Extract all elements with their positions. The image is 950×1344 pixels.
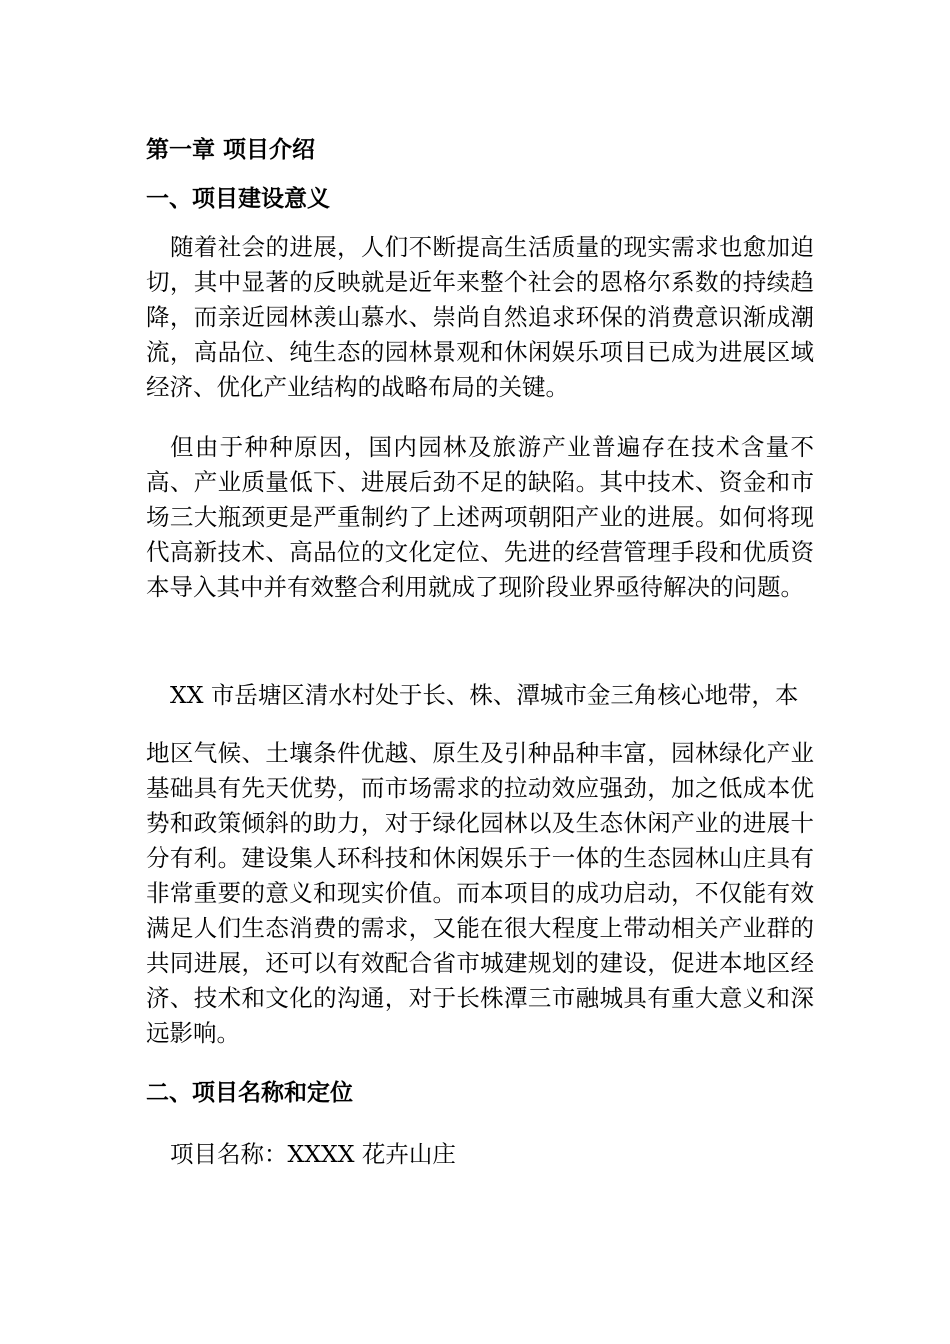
section-heading-name-positioning: 二、项目名称和定位 <box>146 1080 353 1106</box>
section-heading-significance: 一、项目建设意义 <box>146 186 330 212</box>
chapter-title: 第一章 项目介绍 <box>146 137 316 163</box>
paragraph-industry-bottlenecks: 但由于种种原因，国内园林及旅游产业普遍存在技术含量不高、产业质量低下、进展后劲不足的缺陷。其中技术、资金和市场三大瓶颈更是严重制约了上述两项朝阳产业的进展。如何将现代高新技术、高品位的文化定位、先进的经营管理手段和优质资本导入其中并有效整合利用就成了现阶段业界亟待解决的问题。 <box>146 433 814 601</box>
paragraph-location-first-line: XX 市岳塘区清水村处于长、株、潭城市金三角核心地带，本 <box>170 681 799 709</box>
paragraph-location-continued: 地区气候、土壤条件优越、原生及引种品种丰富，园林绿化产业基础具有先天优势，而市场需求的拉动效应强劲，加之低成本优势和政策倾斜的助力，对于绿化园林以及生态休闲产业的进展十分有利。建设集人环科技和休闲娱乐于一体的生态园林山庄具有非常重要的意义和现实价值。而本项目的成功启动，不仅能有效满足人们生态消费的需求，又能在很大程度上带动相关产业群的共同进展，还可以有效配合省市城建规划的建设，促进本地区经济、技术和文化的沟通，对于长株潭三市融城具有重大意义和深远影响。 <box>146 739 814 1047</box>
paragraph-social-development: 随着社会的进展，人们不断提高生活质量的现实需求也愈加迫切，其中显著的反映就是近年来整个社会的恩格尔系数的持续趋降，而亲近园林羡山慕水、崇尚自然追求环保的消费意识渐成潮流，高品位、纯生态的园林景观和休闲娱乐项目已成为进展区域经济、优化产业结构的战略布局的关键。 <box>146 233 814 401</box>
paragraph-project-name: 项目名称：XXXX 花卉山庄 <box>170 1140 456 1168</box>
